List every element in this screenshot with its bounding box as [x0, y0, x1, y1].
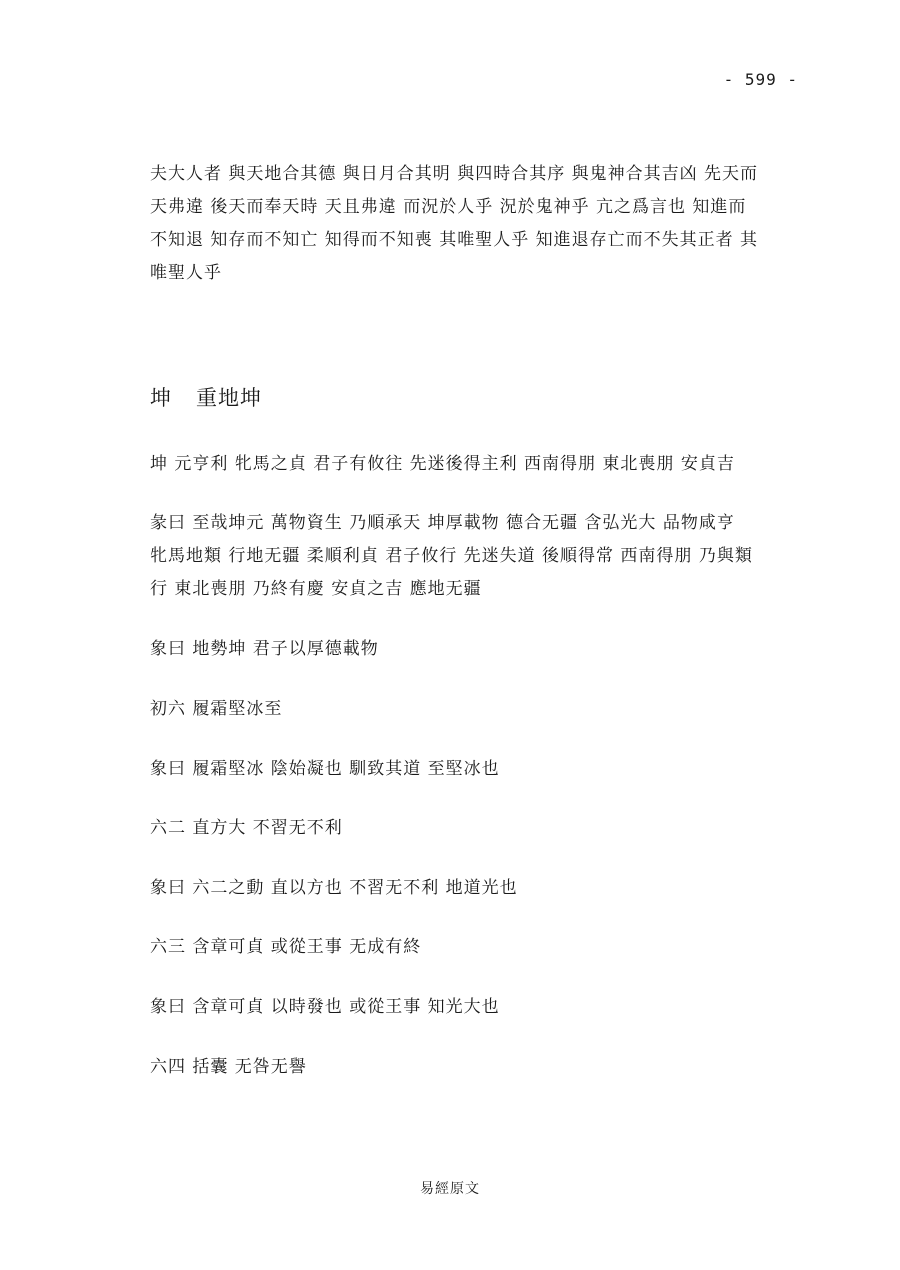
judgment-line: 坤 元亨利 牝馬之貞 君子有攸往 先迷後得主利 西南得朋 東北喪朋 安貞吉 [150, 454, 735, 474]
line-text-3: 六三 含章可貞 或從王事 无成有終 [150, 937, 422, 957]
intro-line: 夫大人者 與天地合其德 與日月合其明 與四時合其序 與鬼神合其吉凶 先天而 [150, 164, 759, 184]
hexagram-character: 坤 [150, 386, 172, 410]
line-text-1: 初六 履霜堅冰至 [150, 699, 283, 719]
commentary-line: 彖曰 至哉坤元 萬物資生 乃順承天 坤厚載物 德合无疆 含弘光大 品物咸亨 [150, 513, 735, 533]
intro-paragraph [150, 158, 810, 290]
line-commentary-3: 象曰 含章可貞 以時發也 或從王事 知光大也 [150, 997, 500, 1017]
line-text-4: 六四 括囊 无咎无譽 [150, 1057, 307, 1077]
page-footer: 易經原文 [420, 1181, 480, 1197]
line-text-2: 六二 直方大 不習无不利 [150, 818, 343, 838]
commentary-line: 牝馬地類 行地无疆 柔順利貞 君子攸行 先迷失道 後順得常 西南得朋 乃與類 [150, 546, 753, 566]
image-commentary: 象曰 地勢坤 君子以厚德載物 [150, 639, 379, 659]
intro-line: 不知退 知存而不知亡 知得而不知喪 其唯聖人乎 知進退存亡而不失其正者 其 [150, 230, 759, 250]
line-commentary-1: 象曰 履霜堅冰 陰始凝也 馴致其道 至堅冰也 [150, 759, 500, 779]
intro-line: 唯聖人乎 [150, 263, 222, 283]
intro-line: 天弗違 後天而奉天時 天且弗違 而況於人乎 況於鬼神乎 亢之爲言也 知進而 [150, 197, 747, 217]
line-commentary-2: 象曰 六二之動 直以方也 不習无不利 地道光也 [150, 878, 518, 898]
hexagram-title: 重地坤 [196, 386, 262, 410]
tuan-commentary [150, 507, 810, 606]
commentary-line: 行 東北喪朋 乃終有慶 安貞之吉 應地无疆 [150, 579, 482, 599]
section-heading [150, 382, 262, 412]
page-number: - 599 - [723, 70, 798, 89]
